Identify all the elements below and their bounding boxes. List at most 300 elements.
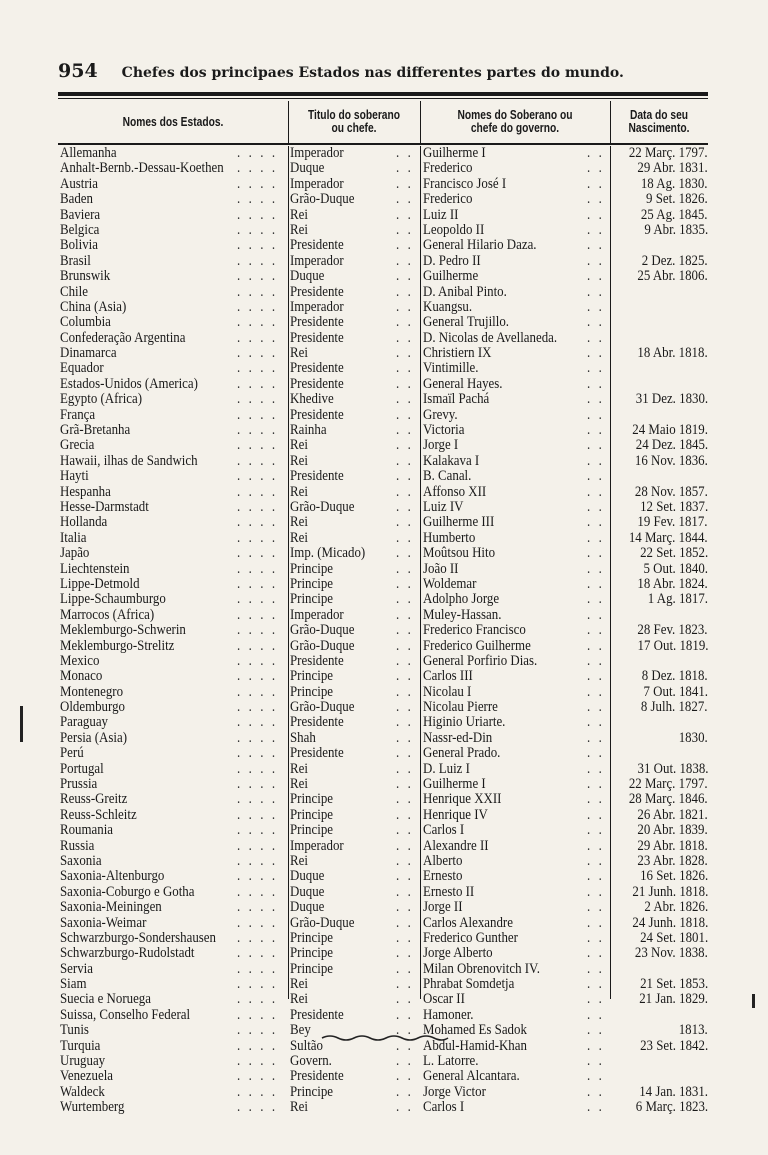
ruler-cell-text: Frederico (423, 192, 473, 208)
leader-dots: . . . . (236, 900, 278, 916)
ruler-cell-text: Ismaïl Pachá (423, 392, 490, 408)
column-headers (58, 101, 708, 145)
table-row (58, 377, 708, 392)
state-cell-text: Japão (60, 546, 90, 562)
ruler-cell (423, 1100, 609, 1115)
leader-dots: . . (586, 469, 605, 485)
leader-dots: . . . . (236, 853, 278, 869)
birth-cell-text: 9 Abr. 1835. (644, 222, 708, 238)
title-cell-text: Imperador (290, 838, 344, 854)
state-cell-text: Marrocos (Africa) (60, 607, 155, 623)
ruler-cell (423, 562, 609, 577)
ruler-cell (423, 546, 609, 561)
ruler-cell (423, 823, 609, 838)
leader-dots: . . (586, 946, 605, 962)
leader-dots: . . . . (236, 1007, 278, 1023)
ruler-cell-text: Adolpho Jorge (423, 592, 500, 608)
table-row (58, 623, 708, 638)
table-row (58, 1100, 708, 1115)
leader-dots: . . (586, 1100, 605, 1116)
leader-dots: . . (395, 653, 414, 669)
title-cell-text: Imperador (290, 299, 344, 315)
ruler-cell-text: Kalakava I (423, 453, 480, 469)
ruler-cell-text: Abdul-Hamid-Khan (423, 1038, 527, 1054)
ruler-cell-text: D. Pedro II (423, 253, 481, 269)
ruler-cell-text: B. Canal. (423, 469, 472, 485)
birth-cell (614, 1023, 708, 1038)
ruler-cell-text: Frederico (423, 161, 473, 177)
title-cell (290, 762, 418, 777)
leader-dots: . . (586, 992, 605, 1008)
leader-dots: . . (395, 638, 414, 654)
leader-dots: . . (395, 561, 414, 577)
ruler-cell (423, 931, 609, 946)
title-cell-text: Grão-Duque (290, 499, 355, 515)
ruler-cell-text: Frederico Guilherme (423, 638, 531, 654)
leader-dots: . . . . (236, 207, 278, 223)
ruler-cell (423, 977, 609, 992)
state-cell-text: Paraguay (60, 715, 108, 731)
column-header-title-line1: Titulo do soberano (307, 108, 401, 122)
leader-dots: . . (586, 1007, 605, 1023)
leader-dots: . . (395, 269, 414, 285)
table-row (58, 315, 708, 330)
ruler-cell (423, 623, 609, 638)
title-cell-text: Presidente (290, 315, 344, 331)
leader-dots: . . . . (236, 561, 278, 577)
state-cell (60, 285, 286, 300)
leader-dots: . . (395, 838, 414, 854)
margin-mark (752, 994, 755, 1008)
ruler-cell (423, 238, 609, 253)
title-cell-text: Rei (290, 761, 308, 777)
leader-dots: . . (586, 238, 605, 254)
title-cell-text: Grão-Duque (290, 638, 355, 654)
birth-cell-text: 6 Març. 1823. (635, 1100, 708, 1116)
state-cell (60, 469, 286, 484)
leader-dots: . . . . (236, 1054, 278, 1070)
leader-dots: . . (395, 192, 414, 208)
title-cell (290, 208, 418, 223)
title-cell (290, 223, 418, 238)
title-cell (290, 992, 418, 1007)
state-cell-text: Russia (60, 838, 95, 854)
birth-cell-text: 24 Set. 1801. (639, 930, 708, 946)
ruler-cell-text: General Prado. (423, 746, 501, 762)
birth-cell (614, 762, 708, 777)
leader-dots: . . (395, 777, 414, 793)
table-row (58, 223, 708, 238)
leader-dots: . . . . (236, 623, 278, 639)
ruler-cell (423, 454, 609, 469)
leader-dots: . . . . (236, 807, 278, 823)
birth-cell-text: 7 Out. 1841. (643, 684, 708, 700)
ruler-cell (423, 916, 609, 931)
margin-mark (20, 706, 23, 742)
birth-cell-text: 21 Set. 1853. (639, 977, 708, 993)
title-cell-text: Duque (290, 161, 325, 177)
column-header-ruler-line2: chefe do governo. (470, 121, 560, 135)
leader-dots: . . (586, 915, 605, 931)
title-cell-text: Govern. (290, 1054, 332, 1070)
leader-dots: . . . . (236, 946, 278, 962)
ruler-cell (423, 500, 609, 515)
leader-dots: . . . . (236, 638, 278, 654)
table-row (58, 177, 708, 192)
leader-dots: . . (395, 823, 414, 839)
leader-dots: . . . . (236, 407, 278, 423)
ruler-cell-text: Nicolau I (423, 684, 472, 700)
ruler-cell-text: Muley-Hassan. (423, 607, 502, 623)
state-cell (60, 623, 286, 638)
title-cell (290, 977, 418, 992)
state-cell-text: Hawaii, ilhas de Sandwich (60, 453, 198, 469)
table-row (58, 254, 708, 269)
ruler-cell (423, 331, 609, 346)
table-row (58, 161, 708, 176)
birth-cell-text: 12 Set. 1837. (639, 499, 708, 515)
birth-cell-text: 23 Set. 1842. (639, 1038, 708, 1054)
title-cell (290, 192, 418, 207)
state-cell (60, 361, 286, 376)
birth-cell-text: 26 Abr. 1821. (637, 807, 708, 823)
ruler-cell (423, 746, 609, 761)
title-cell (290, 546, 418, 561)
state-cell (60, 515, 286, 530)
ruler-cell (423, 161, 609, 176)
ruler-cell (423, 531, 609, 546)
leader-dots: . . . . (236, 376, 278, 392)
table-row (58, 854, 708, 869)
leader-dots: . . (395, 607, 414, 623)
state-cell (60, 177, 286, 192)
title-cell-text: Grão-Duque (290, 623, 355, 639)
table-row (58, 685, 708, 700)
birth-cell-text: 21 Jan. 1829. (639, 992, 708, 1008)
table-row (58, 361, 708, 376)
state-cell (60, 454, 286, 469)
ruler-cell-text: D. Nicolas de Avellaneda. (423, 330, 558, 346)
leader-dots: . . . . (236, 469, 278, 485)
leader-dots: . . (395, 684, 414, 700)
ruler-cell-text: Jorge Victor (423, 1084, 486, 1100)
leader-dots: . . (395, 669, 414, 685)
title-cell-text: Presidente (290, 284, 344, 300)
leader-dots: . . . . (236, 253, 278, 269)
leader-dots: . . (395, 1100, 414, 1116)
leader-dots: . . (586, 1038, 605, 1054)
ruler-cell-text: Guilherme I (423, 777, 486, 793)
column-header-ruler-line1: Nomes do Soberano ou (457, 108, 573, 122)
leader-dots: . . . . (236, 392, 278, 408)
table-row (58, 500, 708, 515)
state-cell-text: Waldeck (60, 1084, 105, 1100)
ruler-cell-text: Luiz IV (423, 499, 464, 515)
birth-cell-text: 18 Ag. 1830. (641, 176, 708, 192)
ruler-cell (423, 469, 609, 484)
state-cell (60, 1054, 286, 1069)
title-cell-text: Rei (290, 222, 308, 238)
leader-dots: . . (586, 176, 605, 192)
state-cell (60, 839, 286, 854)
ruler-cell-text: General Hayes. (423, 376, 503, 392)
state-cell (60, 608, 286, 623)
table-row (58, 608, 708, 623)
title-cell (290, 408, 418, 423)
title-cell (290, 300, 418, 315)
leader-dots: . . (586, 499, 605, 515)
ruler-cell (423, 854, 609, 869)
table-row (58, 485, 708, 500)
ruler-cell-text: Ernesto II (423, 884, 475, 900)
leader-dots: . . (586, 853, 605, 869)
state-cell-text: Saxonia-Coburgo e Gotha (60, 884, 195, 900)
ruler-cell-text: Jorge II (423, 900, 463, 916)
state-cell-text: Suissa, Conselho Federal (60, 1007, 191, 1023)
ruler-cell-text: General Porfirio Dias. (423, 653, 538, 669)
ruler-cell-text: Nicolau Pierre (423, 700, 498, 716)
title-cell (290, 1100, 418, 1115)
title-cell-text: Duque (290, 900, 325, 916)
leader-dots: . . (395, 146, 414, 161)
birth-cell (614, 392, 708, 407)
table-row (58, 900, 708, 915)
state-cell-text: Belgica (60, 222, 100, 238)
leader-dots: . . (395, 992, 414, 1008)
title-cell (290, 792, 418, 807)
birth-cell (614, 685, 708, 700)
title-cell-text: Principe (290, 592, 333, 608)
birth-cell (614, 531, 708, 546)
ruler-cell (423, 269, 609, 284)
ruler-cell (423, 208, 609, 223)
birth-cell (614, 731, 708, 746)
state-cell (60, 377, 286, 392)
leader-dots: . . . . (236, 315, 278, 331)
leader-dots: . . (586, 607, 605, 623)
birth-cell (614, 885, 708, 900)
leader-dots: . . (395, 330, 414, 346)
title-cell-text: Rei (290, 530, 308, 546)
table-row (58, 300, 708, 315)
table-row (58, 208, 708, 223)
ruler-cell-text: Mohamed Es Sadok (423, 1023, 527, 1039)
leader-dots: . . (395, 1069, 414, 1085)
state-cell-text: Chile (60, 284, 88, 300)
ruler-cell-text: Hamoner. (423, 1007, 474, 1023)
table-row (58, 777, 708, 792)
title-cell (290, 823, 418, 838)
ruler-cell (423, 485, 609, 500)
title-cell (290, 946, 418, 961)
leader-dots: . . . . (236, 515, 278, 531)
birth-cell (614, 700, 708, 715)
table-row (58, 654, 708, 669)
birth-cell (614, 608, 708, 623)
title-cell (290, 839, 418, 854)
leader-dots: . . . . (236, 730, 278, 746)
leader-dots: . . . . (236, 192, 278, 208)
table-row (58, 346, 708, 361)
state-cell (60, 823, 286, 838)
header-rule-thick (58, 92, 708, 96)
state-cell (60, 331, 286, 346)
leader-dots: . . . . (236, 669, 278, 685)
title-cell-text: Principe (290, 930, 333, 946)
birth-cell-text: 1 Ag. 1817. (647, 592, 708, 608)
state-cell-text: Lippe-Schaumburgo (60, 592, 166, 608)
leader-dots: . . . . (236, 299, 278, 315)
title-cell (290, 1008, 418, 1023)
birth-cell (614, 500, 708, 515)
leader-dots: . . (395, 884, 414, 900)
title-cell-text: Sultão (290, 1038, 323, 1054)
title-cell-text: Grão-Duque (290, 915, 355, 931)
leader-dots: . . (586, 884, 605, 900)
leader-dots: . . . . (236, 992, 278, 1008)
birth-cell (614, 916, 708, 931)
ruler-cell (423, 839, 609, 854)
state-cell-text: Grecia (60, 438, 95, 454)
table-row (58, 746, 708, 761)
leader-dots: . . (395, 592, 414, 608)
title-cell (290, 438, 418, 453)
ruler-cell (423, 1039, 609, 1054)
state-cell (60, 315, 286, 330)
title-cell-text: Rei (290, 777, 308, 793)
leader-dots: . . (586, 930, 605, 946)
leader-dots: . . (395, 623, 414, 639)
title-cell-text: Duque (290, 269, 325, 285)
state-cell (60, 562, 286, 577)
title-cell (290, 608, 418, 623)
birth-cell-text: 20 Abr. 1839. (637, 823, 708, 839)
birth-cell (614, 238, 708, 253)
ruler-cell-text: Christiern IX (423, 346, 492, 362)
title-cell-text: Presidente (290, 361, 344, 377)
leader-dots: . . (586, 576, 605, 592)
state-cell-text: Monaco (60, 669, 103, 685)
leader-dots: . . . . (236, 530, 278, 546)
table-row (58, 592, 708, 607)
birth-cell (614, 1100, 708, 1115)
title-cell (290, 392, 418, 407)
leader-dots: . . . . (236, 607, 278, 623)
leader-dots: . . (586, 546, 605, 562)
ruler-cell-text: Vintimille. (423, 361, 479, 377)
ruler-cell-text: Woldemar (423, 576, 477, 592)
title-cell-text: Khedive (290, 392, 334, 408)
leader-dots: . . . . (236, 792, 278, 808)
leader-dots: . . . . (236, 438, 278, 454)
leader-dots: . . (395, 1084, 414, 1100)
birth-cell-text: 8 Julh. 1827. (641, 700, 708, 716)
table-row (58, 392, 708, 407)
birth-cell (614, 1069, 708, 1084)
state-cell (60, 700, 286, 715)
leader-dots: . . (586, 807, 605, 823)
ruler-cell (423, 700, 609, 715)
birth-cell-text: 28 Nov. 1857. (635, 484, 708, 500)
title-cell (290, 146, 418, 161)
table-row (58, 700, 708, 715)
state-cell-text: Turquia (60, 1038, 101, 1054)
table-row (58, 762, 708, 777)
state-cell-text: Dinamarca (60, 346, 117, 362)
leader-dots: . . . . (236, 330, 278, 346)
state-cell (60, 1039, 286, 1054)
ruler-cell-text: D. Anibal Pinto. (423, 284, 507, 300)
table-row (58, 869, 708, 884)
leader-dots: . . . . (236, 453, 278, 469)
table-row (58, 977, 708, 992)
state-cell-text: Confederação Argentina (60, 330, 186, 346)
ruler-cell-text: Carlos I (423, 823, 465, 839)
title-cell-text: Imp. (Micado) (290, 546, 366, 562)
ruler-cell (423, 377, 609, 392)
birth-cell-text: 1813. (678, 1023, 708, 1039)
ruler-cell-text: Carlos I (423, 1100, 465, 1116)
ruler-cell (423, 285, 609, 300)
title-cell-text: Principe (290, 576, 333, 592)
leader-dots: . . (586, 253, 605, 269)
title-cell (290, 808, 418, 823)
title-cell (290, 654, 418, 669)
state-cell (60, 977, 286, 992)
title-cell-text: Principe (290, 807, 333, 823)
ruler-cell-text: Alberto (423, 853, 463, 869)
birth-cell (614, 746, 708, 761)
ruler-cell (423, 669, 609, 684)
leader-dots: . . . . (236, 869, 278, 885)
ruler-cell (423, 300, 609, 315)
title-cell (290, 685, 418, 700)
leader-dots: . . . . (236, 161, 278, 177)
ruler-cell (423, 992, 609, 1007)
state-cell-text: Montenegro (60, 684, 124, 700)
title-cell-text: Rei (290, 515, 308, 531)
leader-dots: . . . . (236, 838, 278, 854)
state-cell (60, 592, 286, 607)
leader-dots: . . (395, 576, 414, 592)
ruler-cell-text: João II (423, 561, 459, 577)
birth-cell-text: 18 Abr. 1824. (637, 576, 708, 592)
leader-dots: . . (586, 361, 605, 377)
title-cell-text: Principe (290, 823, 333, 839)
ruler-cell-text: Humberto (423, 530, 476, 546)
title-cell-text: Presidente (290, 330, 344, 346)
title-cell-text: Imperador (290, 607, 344, 623)
state-cell (60, 192, 286, 207)
leader-dots: . . (586, 638, 605, 654)
state-cell (60, 300, 286, 315)
title-cell (290, 515, 418, 530)
leader-dots: . . . . (236, 499, 278, 515)
title-cell-text: Presidente (290, 469, 344, 485)
leader-dots: . . . . (236, 884, 278, 900)
leader-dots: . . (395, 484, 414, 500)
leader-dots: . . (586, 346, 605, 362)
column-header-title-line2: ou chefe. (331, 121, 377, 135)
leader-dots: . . . . (236, 915, 278, 931)
ruler-cell (423, 438, 609, 453)
leader-dots: . . (395, 361, 414, 377)
state-cell (60, 808, 286, 823)
title-cell (290, 746, 418, 761)
title-cell-text: Imperador (290, 176, 344, 192)
state-cell (60, 962, 286, 977)
ruler-cell (423, 1069, 609, 1084)
